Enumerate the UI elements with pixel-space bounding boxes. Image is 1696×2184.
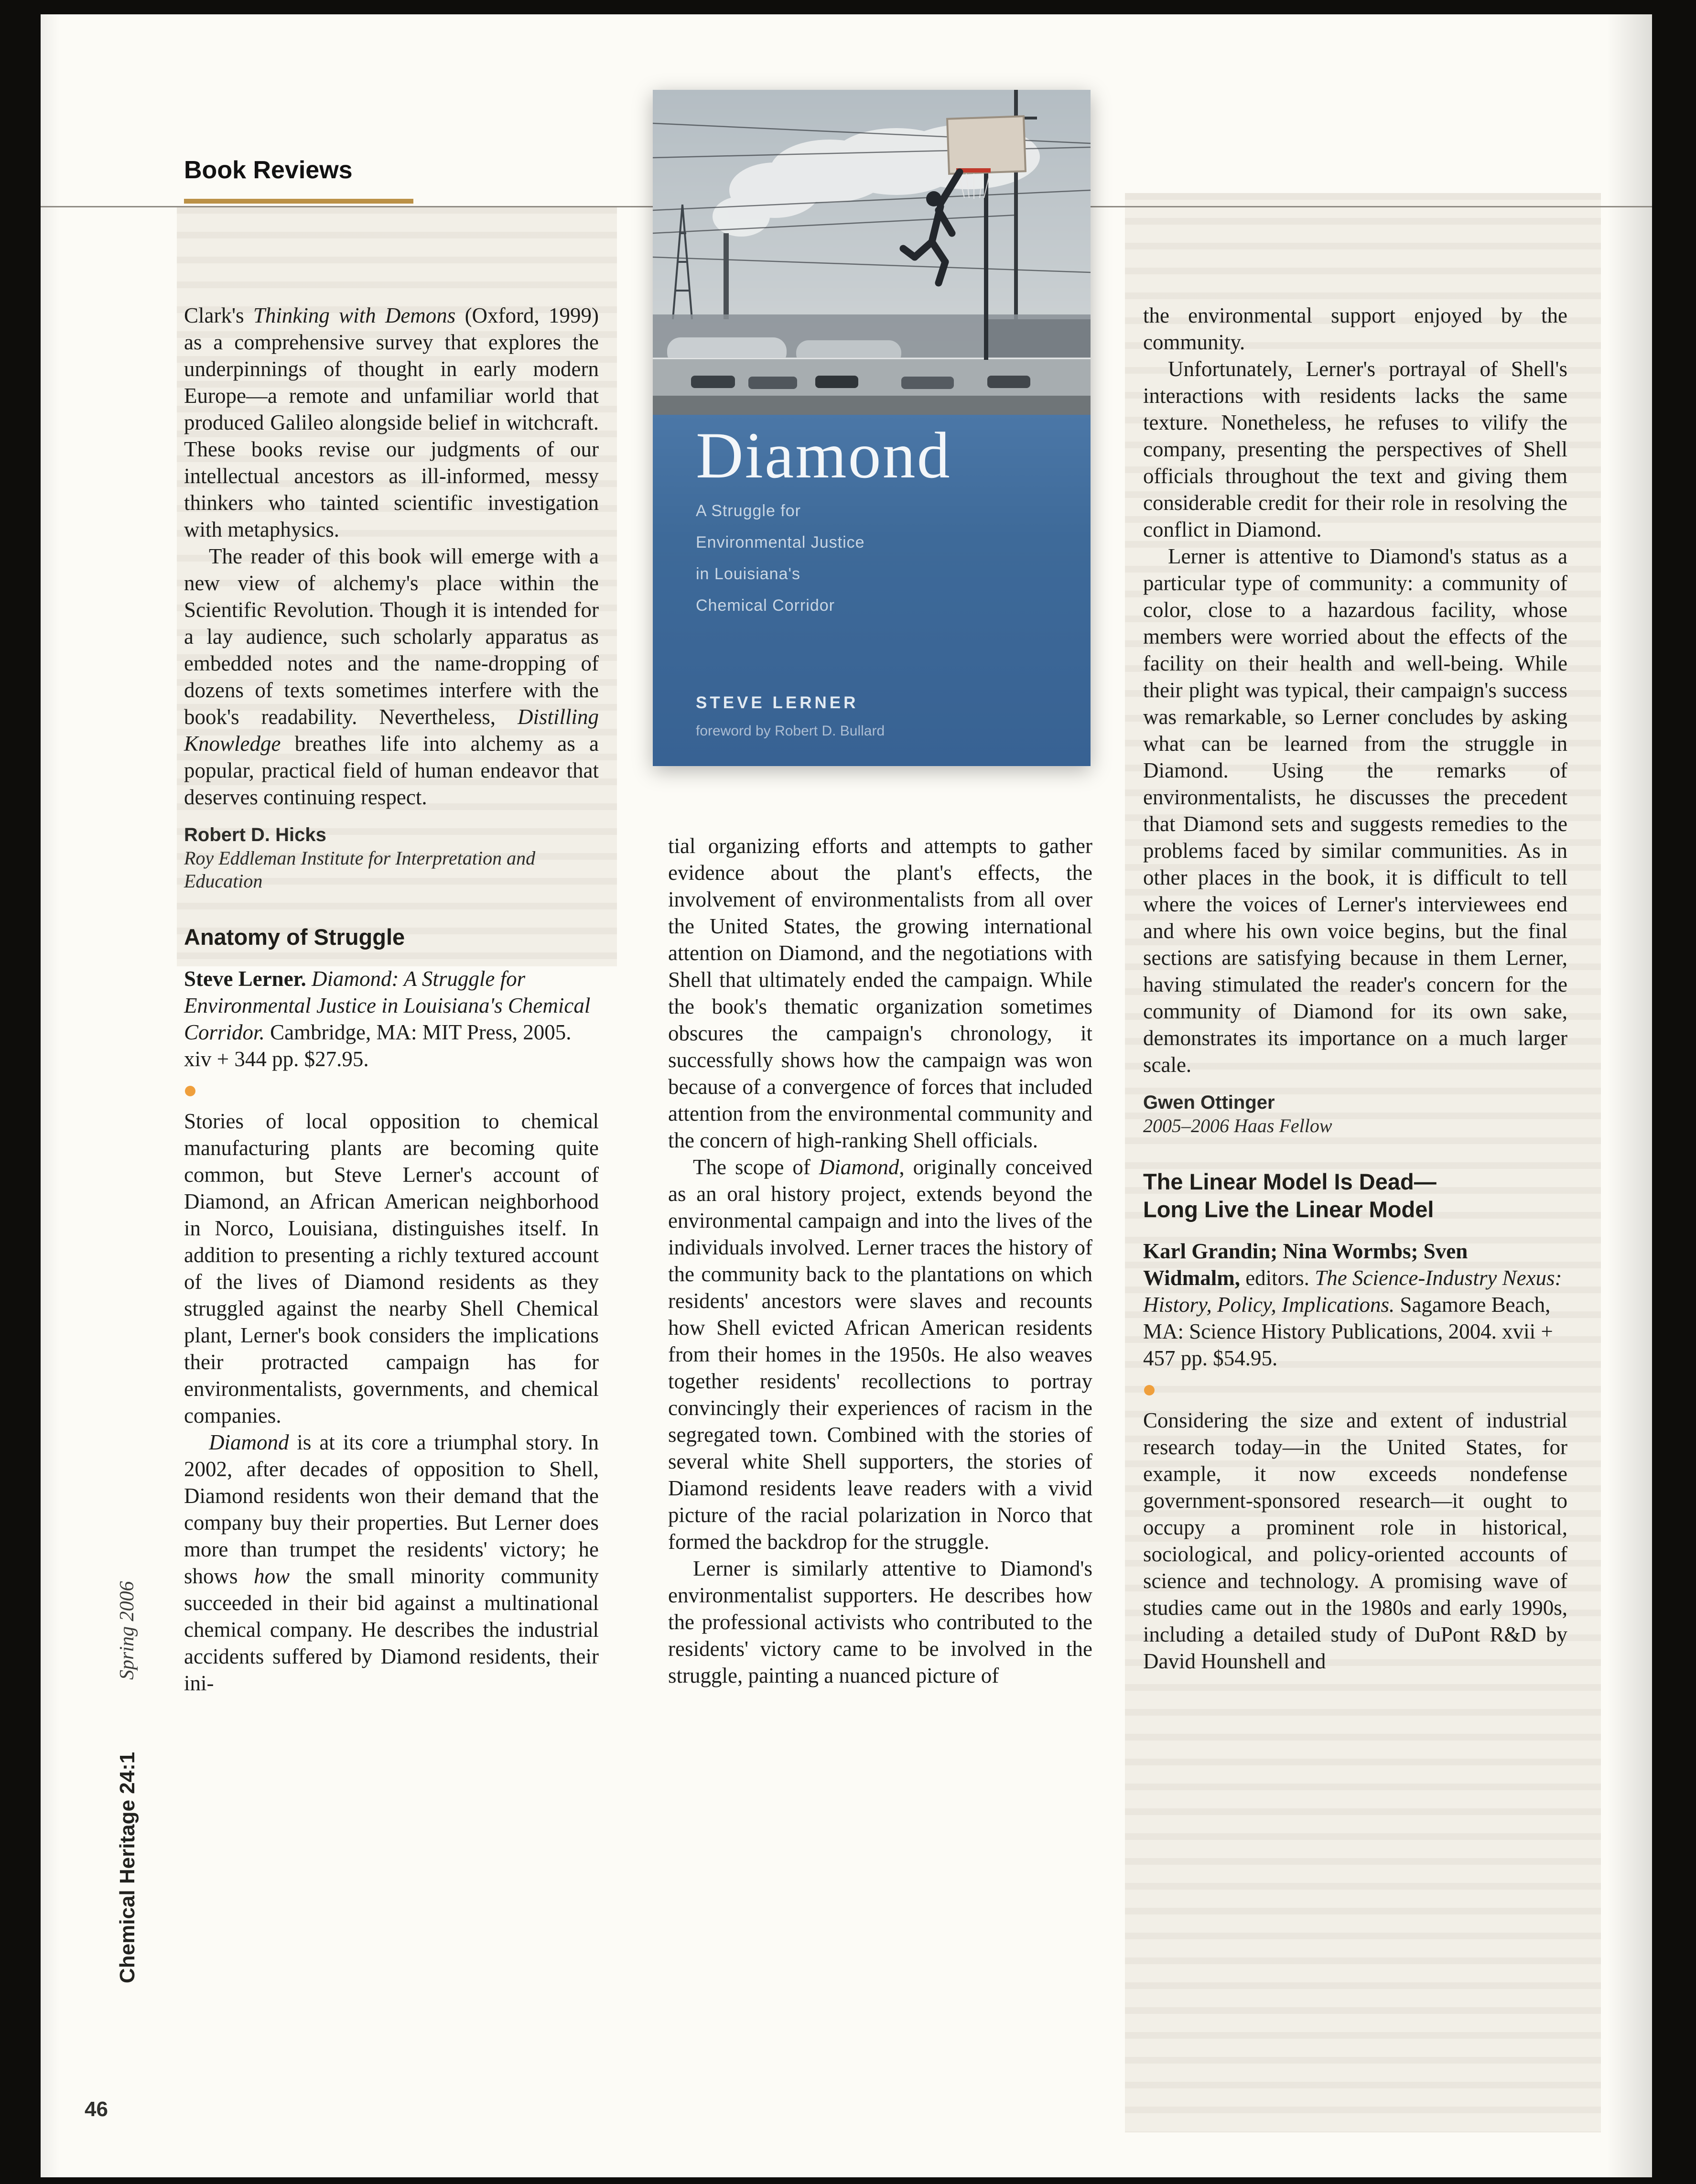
page-number: 46 (85, 2098, 108, 2121)
review-text-main (1143, 1407, 1567, 1675)
paragraph: Considering the size and extent of industrial research today—in the United States, for example, it now exceeds nondefense government-sponsored research—it ought to occupy a prominent role in historical, sociological, and policy-oriented accounts of science and technology. A promising wave of studies came out in the 1980s and early 1990s, including a detailed study of DuPont R&D by David Hounshell and (1143, 1408, 1567, 1673)
paragraph: Unfortunately, Lerner's portrayal of Shell's interactions with residents lacks the same texture. Nonetheless, he refuses to vilify the company, presenting the perspectives of Shell officials throughout the text and giving them considerable credit for their role in resolving the conflict in Diamond. (1143, 357, 1567, 541)
review-text-main (184, 1108, 599, 1697)
paragraph: the environmental support enjoyed by the community. (1143, 303, 1567, 354)
heading-line: The Linear Model Is Dead— (1143, 1169, 1437, 1194)
review-text-top (1143, 302, 1567, 1078)
cover-photo-basketball-refinery (653, 90, 1091, 415)
orange-bullet (185, 1086, 195, 1096)
cover-text-panel (653, 415, 1091, 766)
book-citation (184, 965, 599, 1072)
review-text-continued (668, 833, 1092, 1689)
paragraph: Karl Grandin; Nina Wormbs; Sven Widmalm, editors. The Science-Industry Nexus: History, Policy, Implications. Sagamore Beach, MA: Science History Publications, 2004. xvii + 457 pp. $54.95. (1143, 1239, 1562, 1370)
reviewer-affiliation: Roy Eddleman Institute for Interpretation and Education (184, 847, 536, 892)
review-text-top (184, 302, 599, 811)
orange-bullet (1144, 1385, 1155, 1395)
reviewer-name: Gwen Ottinger (1143, 1092, 1275, 1113)
paragraph: Lerner is attentive to Diamond's status as a particular type of community: a community of color, close to a hazardous facility, whose members were worried about the effects of the facility on their health and well-being. While their plight was typical, their campaign's success was remarkable, so Lerner concludes by asking what can be learned from the struggle in Diamond. Using the remarks of environmentalists, he discusses the precedent that Diamond sets and suggests remedies to the problems faced by similar communities. As in other places in the book, it is difficult to tell where the voices of Lerner's interviewees end and where his own voice begins, but the final sections are satisfying because in them Lerner, having stimulated the reader's concern for the community of Diamond for its own sake, demonstrates its importance on a much larger scale. (1143, 544, 1567, 1077)
spine-issue-season: Spring 2006 (116, 1581, 138, 1680)
section-underline (184, 199, 413, 204)
reviewer-name: Robert D. Hicks (184, 824, 326, 845)
foreground-strip (653, 396, 1091, 415)
magazine-page (41, 14, 1652, 2177)
book-citation (1143, 1238, 1567, 1372)
cover-title: Diamond (696, 419, 951, 492)
paragraph: Clark's Thinking with Demons (Oxford, 1999) as a comprehensive survey that explores the underpinnings of thought in early modern Europe—a remote and unfamiliar world that produced Galileo alongside belief in witchcraft. These books revise our judgments of our intellectual ancestors as ill-informed, messy thinkers who tainted scientific investigation with metaphysics. (184, 303, 599, 541)
flare-stack (724, 233, 729, 319)
subtitle-line: A Struggle for (696, 502, 801, 520)
paragraph: Stories of local opposition to chemical manufacturing plants are becoming quite common, but Steve Lerner's account of Diamond, an African American neighborhood in Norco, Louisiana, distinguishes itself. In addition to presenting a richly textured account of the lives of Diamond residents as they struggled against the nearby Shell Chemical plant, Lerner's book considers the implications their protracted campaign has for environmentalists, governments, and chemical companies. (184, 1109, 599, 1427)
review-heading (1143, 1168, 1567, 1223)
column-middle (668, 833, 1092, 1689)
cover-foreword: foreword by Robert D. Bullard (696, 723, 885, 739)
paragraph: Diamond is at its core a triumphal story. In 2002, after decades of opposition to Shell, Diamond residents won their demand that the company buy their properties. But Lerner does more than trumpet the residents' victory; he shows how the small minority community succeeded in their bid against a multinational chemical company. He describes the industrial accidents suffered by Diamond residents, their ini- (184, 1430, 599, 1695)
subtitle-line: in Louisiana's (696, 565, 800, 583)
section-title: Book Reviews (184, 156, 353, 184)
subtitle-line: Environmental Justice (696, 533, 865, 551)
paragraph: Steve Lerner. Diamond: A Struggle for Environmental Justice in Louisiana's Chemical Corridor. Cambridge, MA: MIT Press, 2005. xiv + 344 pp. $27.95. (184, 967, 591, 1071)
reviewer-byline (184, 823, 599, 893)
paragraph: The reader of this book will emerge with a new view of alchemy's place within the Scientific Revolution. Though it is intended for a lay audience, such scholarly apparatus as embedded notes and the name-dropping of dozens of texts sometimes interfere with the book's readability. Nevertheless, Distilling Knowledge breathes life into alchemy as a popular, practical field of human endeavor that deserves continuing respect. (184, 544, 599, 809)
cover-subtitle (696, 495, 1091, 621)
paragraph: The scope of Diamond, originally conceived as an oral history project, extends beyond the environmental campaign and into the lives of the individuals involved. Lerner traces the history of the community back to the plantations on which residents' ancestors were slaves and recounts how Shell evicted African American residents from their homes in the 1950s. He also weaves together residents' recollections to portray convincingly their experiences of racism in the segregated town. Combined with the stories of several white Shell supporters, the stories of Diamond residents leave readers with a vivid picture of the racial polarization in Norco that formed the backdrop for the struggle. (668, 1155, 1092, 1554)
book-cover (653, 90, 1091, 766)
reviewer-byline (1143, 1091, 1567, 1137)
column-right (1143, 302, 1567, 1675)
heading-line: Long Live the Linear Model (1143, 1197, 1434, 1222)
reviewer-affiliation: 2005–2006 Haas Fellow (1143, 1115, 1332, 1136)
spine-journal-title: Chemical Heritage 24:1 (116, 1752, 139, 1983)
cover-author: STEVE LERNER (696, 693, 859, 712)
review-heading: Anatomy of Struggle (184, 924, 405, 950)
column-left (184, 302, 599, 1697)
paragraph: tial organizing efforts and attempts to gather evidence about the plant's effects, the involvement of environmentalists from all over the United States, the growing international attention on Diamond, and the negotiations with Shell that ultimately ended the campaign. While the book's thematic organization sometimes obscures the campaign's chronology, it successfully shows how the campaign was won because of a convergence of forces that included attention from the environmental community and the concern of high-ranking Shell officials. (668, 834, 1092, 1152)
paragraph: Lerner is similarly attentive to Diamond's environmentalist supporters. He describes how the professional activists who contributed to the residents' victory came to be involved in the struggle, painting a nuanced picture of (668, 1557, 1092, 1687)
subtitle-line: Chemical Corridor (696, 596, 835, 615)
